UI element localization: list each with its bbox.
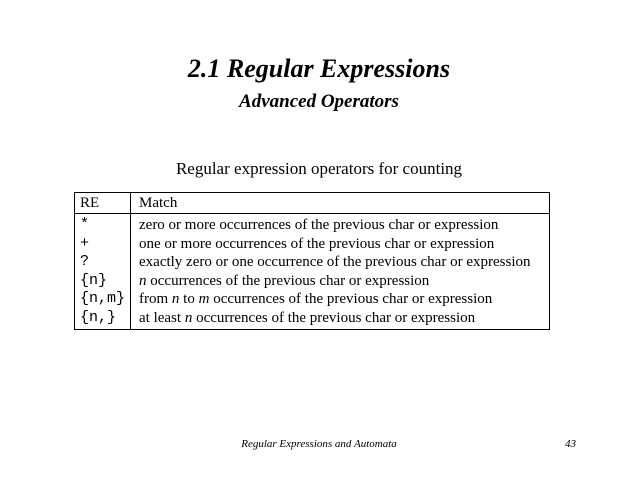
table-row [75,309,549,328]
table-body [75,216,549,327]
table-header-row [75,193,549,214]
table-row [75,253,549,272]
table-caption: Regular expression operators for counting [175,159,463,178]
page-number: 43 [565,438,576,450]
table-row [75,272,549,291]
re-cell: {n,m} [80,290,126,307]
table-row [75,216,549,235]
header-match: Match [139,195,178,211]
re-cell: + [80,234,90,252]
header-re: RE [80,195,100,211]
match-cell: exactly zero or one occurrence of the previous char or expression [139,254,531,270]
table-row [75,235,549,254]
match-cell: at least n occurrences of the previous char or expression [139,309,476,326]
match-cell: one or more occurrences of the previous char or expression [139,235,495,252]
re-cell: * [80,216,90,233]
re-cell: {n} [80,271,108,289]
match-cell: from n to m occurrences of the previous char or expression [139,291,493,307]
re-cell: ? [80,253,90,270]
re-cell: {n,} [80,308,117,326]
operators-table [74,192,550,330]
slide-title: 2.1 Regular Expressions [187,54,451,83]
slide-subtitle: Advanced Operators [239,91,399,112]
table-row [75,290,549,309]
match-cell: n occurrences of the previous char or expression [139,272,430,289]
match-cell: zero or more occurrences of the previous char or expression [139,217,499,233]
footer-title: Regular Expressions and Automata [241,438,397,450]
